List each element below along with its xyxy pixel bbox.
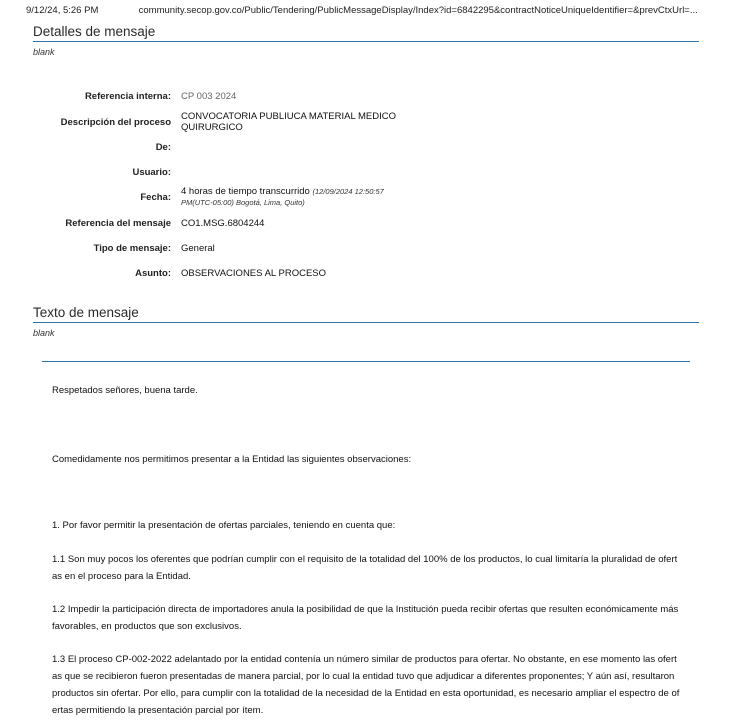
message-paragraph: 1. Por favor permitir la presentación de ofertas parciales, teniendo en cuenta que:	[52, 520, 396, 531]
date-timestamp: (12/09/2024 12:50:57 PM(UTC-05:00) Bogotá, Lima, Quito)	[181, 187, 384, 207]
field-value: CP 003 2024	[181, 91, 237, 102]
field-value: General	[181, 243, 215, 254]
field-label: Usuario:	[132, 167, 171, 178]
field-value	[181, 186, 416, 208]
details-blank-note: blank	[33, 47, 55, 57]
field-label: Referencia del mensaje	[65, 218, 171, 229]
print-url: community.secop.gov.co/Public/Tendering/PublicMessageDisplay/Index?id=6842295&contractNoticeUniqueIdentifier=&prevCtxUrl=...	[138, 5, 698, 16]
message-paragraph: 1.1 Son muy pocos los oferentes que podrían cumplir con el requisito de la totalidad del 100% de los productos, lo cual limitaría la pluralidad de ofertas en el proceso para la Entidad.	[52, 554, 678, 582]
field-label: Descripción del proceso	[60, 117, 171, 128]
print-datetime: 9/12/24, 5:26 PM	[26, 5, 99, 16]
field-label: Referencia interna:	[84, 91, 171, 102]
message-paragraph: Respetados señores, buena tarde.	[52, 385, 198, 396]
message-divider	[42, 361, 690, 362]
message-paragraph: 1.3 El proceso CP-002-2022 adelantado por la entidad contenía un número similar de productos para ofertar. No obstante, en ese momento las ofertas que se recibieron fueron presentadas de manera parcial, por lo cual la entidad tuvo que adjudicar a diferentes proponentes; Y aún así, resultaron productos sin ofertar. Por ello, para cumplir con la totalidad de la necesidad de la Entidad en esta oportunidad, es necesario ampliar el espectro de ofertas permitiendo la presentación parcial por ítem.	[52, 654, 680, 716]
field-label: Tipo de mensaje:	[93, 243, 171, 254]
field-label: De:	[155, 142, 171, 153]
message-section-title: Texto de mensaje	[33, 305, 699, 323]
field-label: Fecha:	[140, 192, 171, 203]
field-value: OBSERVACIONES AL PROCESO	[181, 268, 327, 279]
print-header	[26, 5, 704, 16]
message-paragraph: Comedidamente nos permitimos presentar a la Entidad las siguientes observaciones:	[52, 454, 412, 465]
date-elapsed: 4 horas de tiempo transcurrido	[181, 186, 310, 197]
message-paragraph: 1.2 Impedir la participación directa de importadores anula la posibilidad de que la Institución pueda recibir ofertas que resulten económicamente más favorables, en productos que son exclusivos.	[52, 604, 679, 632]
field-value: CO1.MSG.6804244	[181, 218, 265, 229]
message-blank-note: blank	[33, 328, 55, 338]
details-section-title: Detalles de mensaje	[33, 24, 699, 42]
field-value: CONVOCATORIA PUBLIUCA MATERIAL MEDICO QUIRURGICO	[181, 111, 397, 133]
field-label: Asunto:	[135, 268, 171, 279]
